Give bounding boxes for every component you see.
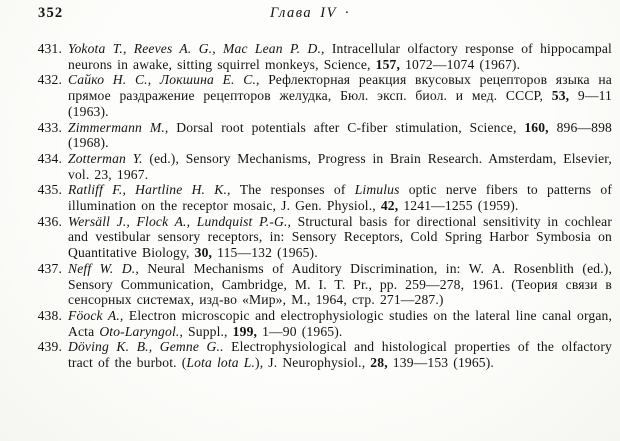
reference-segment: Dorsal root potentials after C-fiber stimulation, Science, bbox=[176, 119, 525, 135]
reference-text bbox=[68, 261, 612, 308]
reference-segment: Wersäll J., Flock A., Lundquist P.-G., bbox=[68, 213, 298, 229]
reference-segment: Oto-Laryngol. bbox=[99, 323, 180, 339]
reference-segment: Lota lota L. bbox=[186, 355, 256, 371]
reference-text bbox=[68, 120, 612, 151]
reference-segment: Zotterman Y. bbox=[68, 150, 150, 166]
reference-number: 438. bbox=[37, 307, 62, 323]
reference-segment: 157, bbox=[375, 56, 401, 72]
reference-number: 433. bbox=[37, 119, 62, 135]
reference-entry bbox=[32, 151, 612, 182]
reference-segment: Сайко Н. С., Локшина Е. С., bbox=[68, 72, 269, 88]
reference-segment: Limulus bbox=[354, 182, 400, 198]
reference-number: 431. bbox=[37, 41, 62, 56]
reference-segment: 1—90 (1965). bbox=[257, 323, 343, 339]
reference-segment: 139—153 (1965). bbox=[387, 355, 494, 371]
reference-segment: Föock A., bbox=[68, 307, 129, 323]
reference-entry bbox=[32, 41, 612, 72]
reference-segment: 9—11 (1963). bbox=[68, 88, 612, 119]
reference-text bbox=[68, 72, 612, 119]
reference-segment: 160, bbox=[524, 119, 549, 135]
reference-segment: 115—132 (1965). bbox=[212, 245, 318, 261]
reference-entry bbox=[32, 339, 612, 370]
reference-segment: 1241—1255 (1959). bbox=[398, 198, 519, 214]
reference-segment: (ed.), Sensory Mechanisms, Progress in Brain Research. Amsterdam, Elsevier, vol. 23, 1967. bbox=[68, 150, 612, 182]
reference-number: 432. bbox=[37, 72, 62, 88]
reference-text bbox=[68, 214, 612, 261]
reference-number: 436. bbox=[37, 213, 62, 229]
reference-text bbox=[68, 339, 612, 370]
reference-segment: Electron microscopic and electrophysiologic studies on the lateral line canal organ, Acta bbox=[68, 307, 612, 339]
reference-segment: The responses of bbox=[239, 182, 355, 198]
reference-segment: Рефлекторная реакция вкусовых рецепторов языка на прямое раздражение рецепторов желудка, Бюл. эксп. биол. и мед. СССР, bbox=[68, 72, 612, 104]
reference-segment: Zimmermann M., bbox=[68, 119, 177, 135]
reference-number: 437. bbox=[37, 260, 62, 276]
reference-entry bbox=[32, 72, 612, 119]
reference-segment: Neural Mechanisms of Auditory Discrimination, in: W. A. Rosenblith (ed.), Sensory Communication, Cambridge, M. I. T. Pr., pp. 259—278, 1961. (Теория связи в сенсорных системах, изд-во «Мир», М., 1964, стр. 271—287.) bbox=[68, 260, 612, 308]
reference-segment: Neff W. D., bbox=[68, 260, 148, 276]
reference-entry bbox=[32, 308, 612, 339]
reference-text bbox=[68, 151, 612, 182]
reference-segment: ), J. Neurophysiol., bbox=[255, 355, 371, 371]
reference-segment: 199, bbox=[232, 323, 258, 339]
reference-segment: 896—898 (1968). bbox=[68, 119, 613, 151]
reference-text bbox=[68, 182, 612, 213]
reference-segment: 42, bbox=[380, 198, 399, 214]
reference-number: 435. bbox=[37, 182, 62, 198]
reference-segment: Yokota T., Reeves A. G., Mac Lean P. D., bbox=[68, 41, 332, 56]
reference-segment: 28, bbox=[370, 355, 388, 371]
reference-text bbox=[68, 41, 612, 72]
page-header bbox=[0, 0, 620, 26]
references-list bbox=[32, 41, 612, 371]
reference-segment: optic nerve fibers to patterns of illumination on the receptor mosaic, J. Gen. Physiol., bbox=[68, 182, 613, 214]
chapter-header: Глава IV · bbox=[270, 5, 350, 21]
reference-entry bbox=[32, 182, 612, 213]
reference-segment: 1072—1074 (1967). bbox=[400, 56, 521, 72]
reference-text bbox=[68, 308, 612, 339]
reference-segment: , Suppl., bbox=[179, 323, 233, 339]
reference-segment: Döving K. B., Gemne G.. bbox=[68, 339, 232, 355]
reference-segment: Electrophysiological and histological properties of the olfactory tract of the burbot. ( bbox=[68, 339, 612, 371]
reference-entry bbox=[32, 120, 612, 151]
reference-number: 439. bbox=[37, 339, 62, 355]
reference-segment: Ratliff F., Hartline H. K., bbox=[68, 182, 240, 198]
reference-number: 434. bbox=[37, 150, 62, 166]
reference-entry bbox=[32, 214, 612, 261]
page-number: 352 bbox=[38, 5, 64, 21]
reference-entry bbox=[32, 261, 612, 308]
reference-segment: 30, bbox=[194, 245, 213, 261]
reference-segment: Intracellular olfactory response of hippocampal neurons in awake, sitting squirrel monkeys, Science, bbox=[68, 41, 612, 72]
reference-segment: Structural basis for directional sensitivity in cochlear and vestibular sensory receptors, in: Sensory Receptors, Cold Spring Harbor Symbosia on Quantitative Biology, bbox=[68, 213, 612, 261]
reference-segment: 53, bbox=[551, 88, 570, 104]
